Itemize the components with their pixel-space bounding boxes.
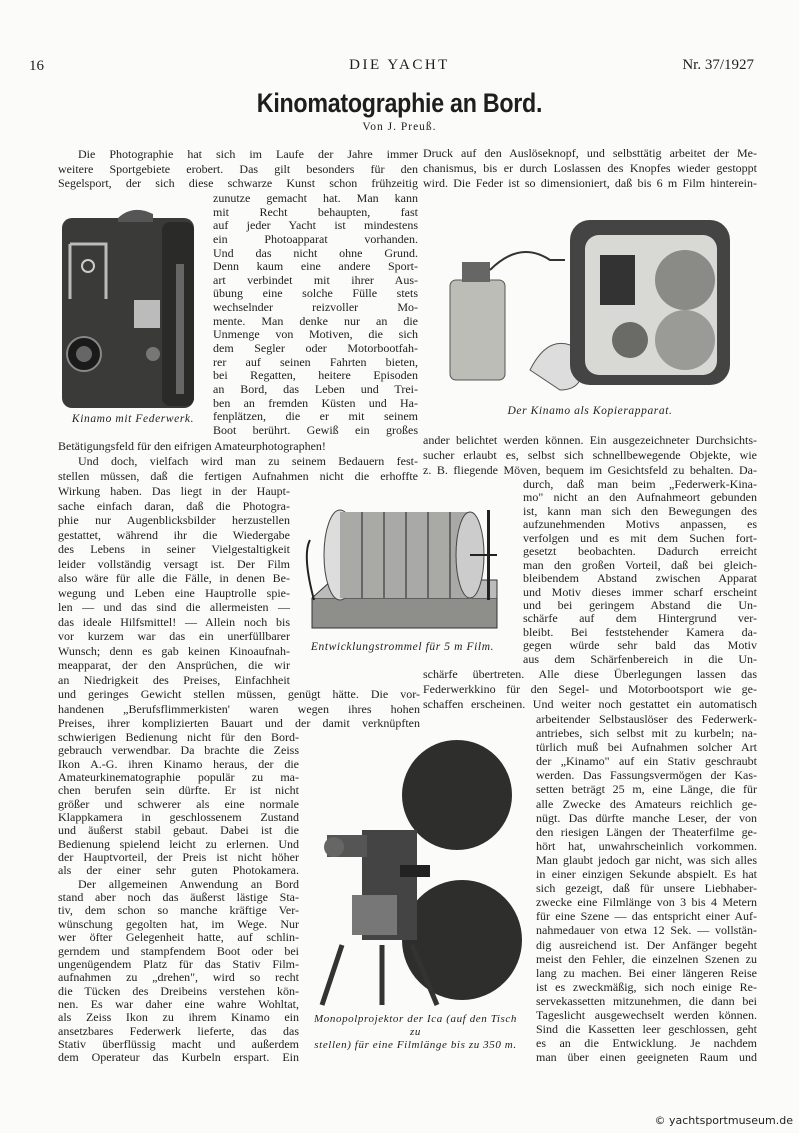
- text-line: und geringes Gewicht stellen müssen, genügt hätte. Die vor-: [58, 687, 420, 701]
- caption-projector: [308, 1013, 523, 1052]
- text-line: setten beträgt 25 m, eine Länge, die für: [536, 782, 757, 797]
- text-line: mente. Man denke nur an die: [213, 313, 418, 328]
- developing-drum-photo: [292, 500, 504, 632]
- text-block-right-mid: [423, 433, 757, 478]
- text-line: das ideale Hilfsmittel! — Allein noch bis: [58, 614, 290, 629]
- text-line: phie nur Augenblicksbilder herzustellen: [58, 513, 290, 527]
- text-line: stand aber noch das äußerst lästige Sta-: [58, 890, 299, 905]
- text-line: als Zeiss Ikon zu ihrem Kinamo ein: [58, 1010, 299, 1025]
- text-line: nen. Es war daher eine wahre Wohltat,: [58, 996, 299, 1011]
- text-line: stellen müssen, daß die fertigen Aufnahmen nicht die erhoffte: [58, 469, 418, 483]
- text-line: wird. Die Feder ist so dimensioniert, daß bis 6 m Film hinterein-: [423, 176, 757, 190]
- text-line: übung eine solche Fülle stets: [213, 286, 418, 301]
- text-line: antriebes, sich selbst mit zu kurbeln; na-: [536, 726, 757, 741]
- text-line: Tageslicht ausgewechselt werden können.: [536, 1007, 757, 1022]
- text-line: wünschung gegolten hat, im Wege. Nur: [58, 916, 299, 931]
- text-line: die Tücken des Dreibeins verstehen kön-: [58, 983, 299, 998]
- text-line: Segelsport, der sich diese schwarze Kunst schon frühzeitig: [58, 176, 418, 191]
- text-block-intro: [58, 147, 418, 191]
- text-line: art verbindet mit ihrer Aus-: [213, 272, 418, 287]
- text-line: chanismus, bis er durch Loslassen des Knopfes wieder gestoppt: [423, 161, 757, 175]
- text-line: ansetzbares Federwerk lieferte, das das: [58, 1023, 299, 1038]
- kinamo-copier-photo: [440, 200, 735, 400]
- text-block-right-wide: [423, 667, 757, 712]
- text-block-right-top: [423, 146, 757, 191]
- text-line: Boot berührt. Gewiß ein großes: [213, 422, 418, 437]
- text-line: ist es zweckmäßig, sich noch einige Re-: [536, 979, 757, 994]
- text-line: rer auf seinen Fahrten bieten,: [213, 354, 418, 369]
- text-line: Unmenge von Motiven, die sich: [213, 327, 418, 342]
- text-line: türlich muß bei Aufnahmen solcher Art: [536, 740, 757, 755]
- text-line: schärfe auf dem Hintergrund ver-: [523, 611, 757, 626]
- text-line: aufzunehmenden Motivs anpassen, es: [523, 517, 757, 532]
- text-line: durch, daß man beim „Federwerk-Kina-: [523, 477, 757, 491]
- text-line: aufnahmen zu „drehen", wird so recht: [58, 970, 299, 985]
- issue-number: Nr. 37/1927: [682, 57, 754, 73]
- text-line: ungenügendem Platz für das Stativ Film-: [58, 956, 299, 971]
- projector-photo: [312, 735, 522, 1010]
- text-line: meist den Fehler, die einzelnen Szenen zu: [536, 951, 757, 966]
- text-line: ben an fremden Küsten und Ha-: [213, 395, 418, 410]
- text-line: Wirkung haben. Das liegt in der Haupt-: [58, 484, 290, 498]
- text-line: nahmedauer von etwa 12 Sek. — vollstän-: [536, 923, 757, 938]
- caption-projector-line-1: Monopolprojektor der Ica (auf den Tisch zu: [314, 1013, 517, 1038]
- caption-camera: Kinamo mit Federwerk.: [71, 413, 195, 425]
- text-line: bei Regatten, heitere Episoden: [213, 368, 418, 383]
- text-line: chen berufen sein dürfte. Er ist nicht: [58, 783, 299, 798]
- text-line: alle Zwecke des Amateurs reichlich ge-: [536, 796, 757, 811]
- text-line: Betätigungsfeld für den eifrigen Amateurphotographen!: [58, 439, 326, 453]
- kinamo-camera-photo: [58, 204, 200, 412]
- text-line: verfolgen und es mit dem Suchen fort-: [523, 530, 757, 545]
- article-byline: Von J. Preuß.: [362, 121, 437, 133]
- text-line: ander belichtet werden können. Ein ausgezeichneter Durchsichts-: [423, 433, 757, 447]
- text-line: hört hat, unwahrscheinlich vorkommen.: [536, 838, 757, 853]
- text-line: Die Photographie hat sich im Laufe der Jahre immer: [78, 147, 418, 161]
- text-line: der „Kinamo" auf ein Stativ geschraubt: [536, 754, 757, 769]
- text-line: Wunsch; denn es gab keinen Kinoaufnah-: [58, 643, 290, 658]
- text-line: gestattet, während ihr die Wiedergabe: [58, 527, 290, 542]
- text-line: Ikon A.-G. ihren Kinamo heraus, der die: [58, 756, 299, 771]
- text-block-beside-drum: [58, 484, 290, 687]
- text-line: lang zu machen. Bei einer längeren Reise: [536, 965, 757, 980]
- text-line: z. B. fliegende Möven, bequem im Gesichtsfeld zu behalten. Da-: [423, 463, 757, 477]
- text-line: sucher erlaubt es, selbst sich schnellbewegende Objekte, wie: [423, 448, 757, 462]
- text-line: Druck auf den Auslöseknopf, und selbsttätig arbeitet der Me-: [423, 146, 757, 160]
- text-line: gesetzt beobachten. Dadurch erreicht: [523, 544, 757, 559]
- text-line: bleibendem Abstand zwischen Apparat: [523, 571, 757, 586]
- text-line: Stativ überflüssig macht und außerdem: [58, 1036, 299, 1051]
- text-line: und Motiv dieses immer scharf erscheint: [523, 584, 757, 599]
- text-line: Klappkamera in geschlossenem Zustand: [58, 810, 299, 825]
- text-block-right-bottom: [536, 712, 757, 1064]
- text-line: sich gezeigt, daß für unsere Liebhaber-: [536, 881, 757, 896]
- text-line: len — und das sind die allermeisten —: [58, 600, 290, 614]
- text-line: man den großen Vorteil, daß bei gleich-: [523, 557, 757, 572]
- text-line: also wäre für alle die Fälle, in denen Be-: [58, 571, 290, 585]
- text-line: es an die Entwicklung. Je nachdem: [536, 1036, 757, 1051]
- text-line: gebrauch verwendbar. Da brachte die Zeiss: [58, 743, 299, 758]
- text-line: an Bord, das Leben und Trei-: [213, 381, 418, 396]
- text-line: größer und schwerer als eine normale: [58, 796, 299, 811]
- text-line: Preises, ihrer komplizierten Bauart und der damit verknüpften: [58, 716, 420, 731]
- text-block-beside-projector: [58, 731, 299, 1065]
- text-line: mo" nicht an den Aufnahmeort gebunden: [523, 490, 757, 505]
- text-line: auf jeder Yacht ist mindestens: [213, 218, 418, 233]
- text-line: Der allgemeinen Anwendung an Bord: [78, 876, 299, 891]
- text-line: Denn kaum eine andere Sport-: [213, 259, 418, 274]
- text-line: wegung und Leben eine Hauptrolle spie-: [58, 585, 290, 600]
- text-line: schwierigen Bedienung nicht für den Bord-: [58, 730, 299, 744]
- text-line: meapparat, der den Ansprüchen, die wir: [58, 658, 290, 672]
- text-line: Amateurkinematographie populär zu ma-: [58, 770, 299, 785]
- text-line: fenplätzen, die er mit seinem: [213, 409, 418, 424]
- text-line: wechselnder reizvoller Mo-: [213, 300, 418, 315]
- text-line: Bedienung spielend leicht zu erlernen. Und: [58, 836, 299, 851]
- text-line: gerndem und stampfendem Boot oder bei: [58, 943, 299, 958]
- text-line: an Niedrigkeit des Preises, Einfachheit: [58, 672, 290, 687]
- text-line: und äußerst stabil gebaut. Dabei ist die: [58, 823, 299, 838]
- text-line: schaffen erscheinen. Und weiter noch gestattet ein automatisch: [423, 697, 757, 711]
- caption-copier: Der Kinamo als Kopierapparat.: [507, 405, 673, 417]
- text-line: dig ausreichend ist. Der Anfänger begeht: [536, 937, 757, 952]
- text-line: werden. Das Fassungsvermögen der Kas-: [536, 768, 757, 783]
- text-line: zwecke eine Filmlänge von 3 bis 4 Metern: [536, 895, 757, 910]
- text-line: mit Recht behaupten, fast: [213, 204, 418, 219]
- text-line: und bei geringem Abstand die Un-: [523, 597, 757, 612]
- text-line: Sind die Kassetten leer geschlossen, geht: [536, 1022, 757, 1037]
- text-line: Man glaubt jedoch gar nicht, was sich alles: [536, 852, 757, 867]
- text-line: Federwerkkino für den Segel- und Motorbootsport wie ge-: [423, 682, 757, 696]
- text-line: des Lebens in seiner Vielgestaltigkeit: [58, 542, 290, 556]
- text-line: arbeitender Selbstauslöser des Federwerk-: [536, 712, 757, 726]
- text-line: handenen „Berufsflimmerkisten' waren wegen ihres hohen: [58, 701, 420, 716]
- text-line: tiv, dem schon so manche kräftige Ver-: [58, 903, 299, 918]
- text-block-beside-camera: [213, 192, 418, 438]
- text-line: aus dem Schärfenbereich in die Un-: [523, 651, 757, 666]
- caption-drum: Entwicklungstrommel für 5 m Film.: [310, 641, 495, 653]
- text-line: ein Photoapparat vorhanden.: [213, 231, 418, 246]
- text-line: man über einen geeigneten Raum und: [536, 1050, 757, 1065]
- caption-projector-line-2: stellen) für eine Filmlänge bis zu 350 m.: [314, 1039, 517, 1051]
- text-line: ist, kann man sich den Bewegungen des: [523, 503, 757, 518]
- text-line: wer öfter Gelegenheit hatte, auf schlin-: [58, 930, 299, 945]
- text-line: dem Segler oder Motorbootfah-: [213, 341, 418, 356]
- text-line: zunutze gemacht hat. Man kann: [213, 191, 418, 205]
- text-line: Und doch, vielfach wird man zu seinem Bedauern fest-: [78, 454, 418, 468]
- text-line: schärfe übertreten. Alle diese Überlegungen lassen das: [423, 667, 757, 681]
- text-line: gegen würde sehr bald das Motiv: [523, 638, 757, 653]
- watermark: © yachtsportmuseum.de: [654, 1114, 793, 1127]
- journal-name: DIE YACHT: [349, 57, 450, 73]
- text-line: den riesigen Längen der Theaterfilme ge-: [536, 824, 757, 839]
- text-block-left-mid: [58, 439, 418, 484]
- text-line: vor kurzem war das ein unerfüllbarer: [58, 629, 290, 643]
- text-line: servekassetten mitzunehmen, die dann bei: [536, 993, 757, 1008]
- text-line: als der einer sehr guten Photokamera.: [58, 863, 299, 878]
- text-line: Und das nicht ohne Grund.: [213, 245, 418, 260]
- text-line: weitere Sportgebiete erobert. Das gilt besonders für den: [58, 161, 418, 176]
- text-block-right-beside-drum: [523, 478, 757, 666]
- text-block-left-wide: [58, 687, 420, 731]
- text-line: der Hauptvorteil, der Preis ist nicht höher: [58, 850, 299, 865]
- text-line: leider vollständig versagt ist. Der Film: [58, 556, 290, 571]
- text-line: in einer einzigen Sekunde abspielt. Es hat: [536, 867, 757, 882]
- text-line: für eine Szene — das entspricht einer Auf-: [536, 909, 757, 924]
- article-title: Kinomatographie an Bord.: [256, 88, 543, 118]
- text-line: bleibt. Bei feststehender Kamera da-: [523, 624, 757, 639]
- text-line: sache einfach daran, daß die Photogra-: [58, 498, 290, 513]
- text-line: nügt. Das dürfte manche Leser, der von: [536, 810, 757, 825]
- text-line: dem Operateur das Kurbeln erspart. Ein: [58, 1050, 299, 1065]
- page-number: 16: [29, 58, 44, 74]
